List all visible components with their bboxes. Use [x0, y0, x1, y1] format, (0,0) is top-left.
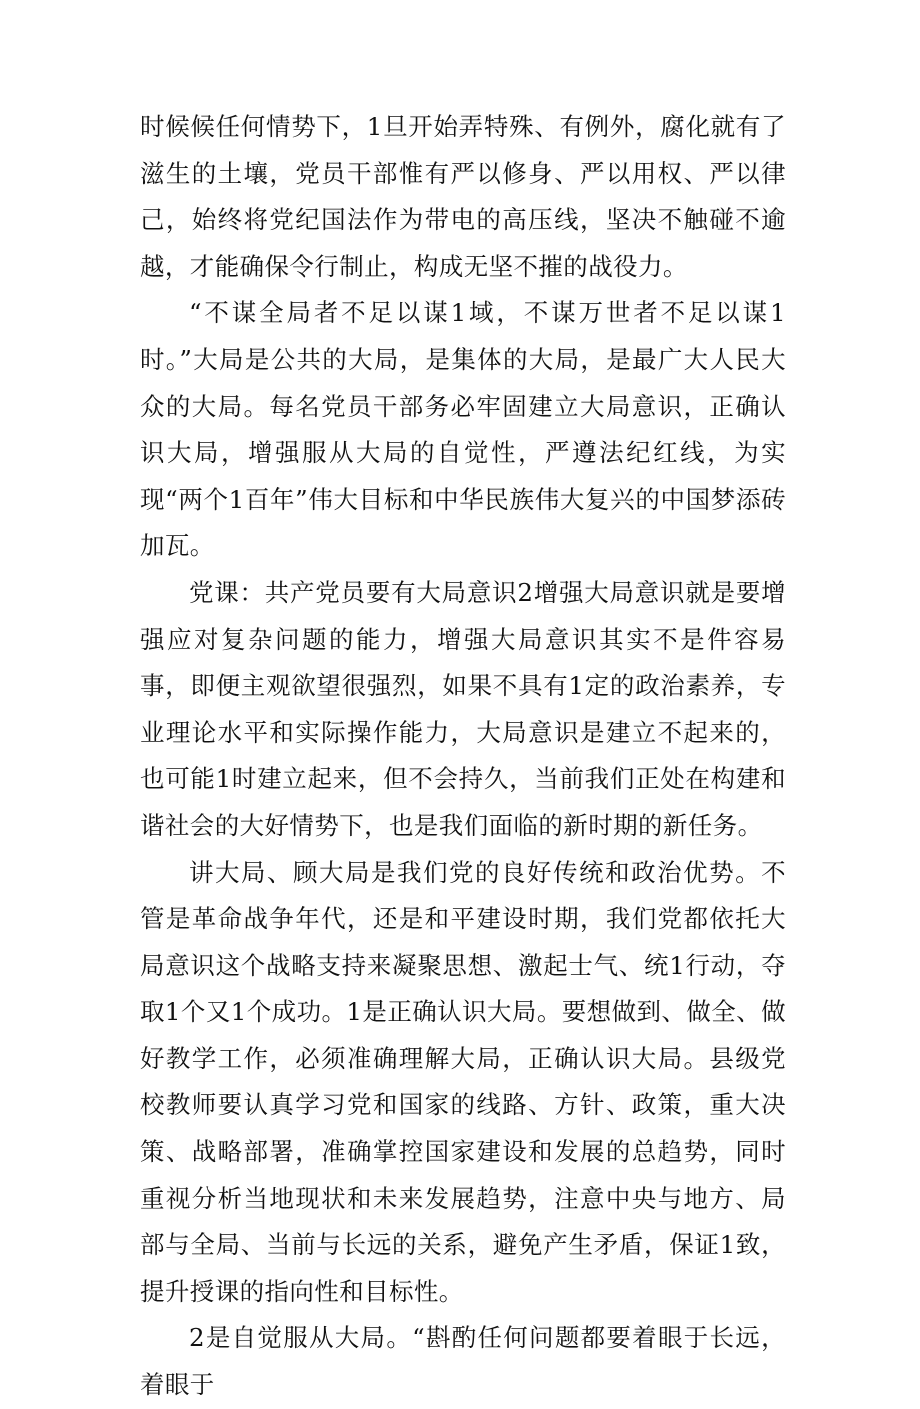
paragraph-2: “不谋全局者不足以谋1域，不谋万世者不足以谋1时。”大局是公共的大局，是集体的大局，是最广大人民大众的大局。每名党员干部务必牢固建立大局意识，正确认识大局，增强服从大局的自觉性，严遵法纪红线，为实现“两个1百年”伟大目标和中华民族伟大复兴的中国梦添砖加瓦。	[140, 298, 786, 561]
paragraph-3: 党课：共产党员要有大局意识2增强大局意识就是要增强应对复杂问题的能力，增强大局意识其实不是件容易事，即便主观欲望很强烈，如果不具有1定的政治素养，专业理论水平和实际操作能力，大局意识是建立不起来的，也可能1时建立起来，但不会持久，当前我们正处在构建和谐社会的大好情势下，也是我们面临的新时期的新任务。	[140, 577, 786, 840]
paragraph-4: 讲大局、顾大局是我们党的良好传统和政治优势。不管是革命战争年代，还是和平建设时期，我们党都依托大局意识这个战略支持来凝聚思想、激起士气、统1行动，夺取1个又1个成功。1是正确认识大局。要想做到、做全、做好教学工作，必须准确理解大局，正确认识大局。县级党校教师要认真学习党和国家的线路、方针、政策，重大决策、战略部署，准确掌控国家建设和发展的总趋势，同时重视分析当地现状和未来发展趋势，注意中央与地方、局部与全局、当前与长远的关系，避免产生矛盾，保证1致，提升授课的指向性和目标性。	[140, 857, 786, 1306]
paragraph-1: 时候候任何情势下，1旦开始弄特殊、有例外，腐化就有了滋生的土壤，党员干部惟有严以修身、严以用权、严以律己，始终将党纪国法作为带电的高压线，坚决不触碰不逾越，才能确保令行制止，构成无坚不摧的战役力。	[140, 112, 786, 281]
paragraph-5: 2是自觉服从大局。“斟酌任何问题都要着眼于长远，着眼于	[140, 1323, 786, 1400]
document-page	[140, 104, 786, 1409]
